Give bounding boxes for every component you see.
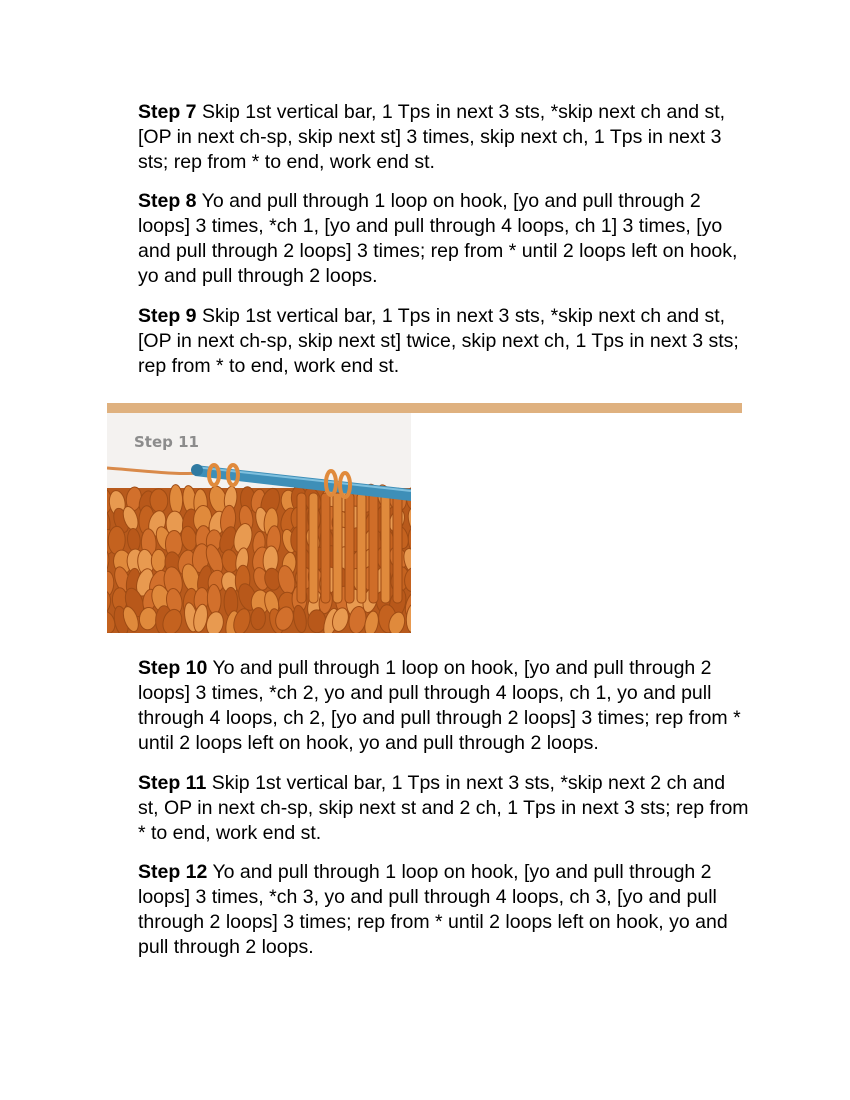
step-label: Step 7	[138, 101, 197, 123]
step-10	[138, 656, 750, 756]
step-text: Skip 1st vertical bar, 1 Tps in next 3 sts, *skip next ch and st, [OP in next ch-sp, skip next st] 3 times, skip next ch, 1 Tps in next 3 sts; rep from * to end, work end st.	[138, 101, 726, 173]
step-label: Step 8	[138, 190, 197, 212]
step-12	[138, 860, 750, 960]
step-label: Step 12	[138, 861, 208, 883]
step-9	[138, 304, 750, 379]
step-text: Skip 1st vertical bar, 1 Tps in next 3 sts, *skip next 2 ch and st, OP in next ch-sp, skip next st and 2 ch, 1 Tps in next 3 sts; rep from * to end, work end st.	[138, 772, 749, 844]
step-label: Step 11	[138, 772, 207, 794]
step-8	[138, 189, 750, 289]
step-11-photo	[107, 413, 411, 633]
step-7	[138, 100, 750, 175]
step-label: Step 10	[138, 657, 208, 679]
step-text: Skip 1st vertical bar, 1 Tps in next 3 sts, *skip next ch and st, [OP in next ch-sp, skip next st] twice, skip next ch, 1 Tps in next 3 sts; rep from * to end, work end st.	[138, 305, 739, 377]
step-text: Yo and pull through 1 loop on hook, [yo and pull through 2 loops] 3 times, *ch 2, yo and pull through 4 loops, ch 1, yo and pull through 4 loops, ch 2, [yo and pull through 2 loops] 3 times; rep from * until 2 loops left on hook, yo and pull through 2 loops.	[138, 657, 741, 754]
section-divider	[107, 403, 742, 413]
step-text: Yo and pull through 1 loop on hook, [yo and pull through 2 loops] 3 times, *ch 3, yo and pull through 4 loops, ch 3, [yo and pull through 2 loops] 3 times; rep from * until 2 loops left on hook, yo and pull through 2 loops.	[138, 861, 728, 958]
photo-step-label: Step 11	[134, 433, 199, 451]
step-text: Yo and pull through 1 loop on hook, [yo and pull through 2 loops] 3 times, *ch 1, [yo and pull through 4 loops, ch 1] 3 times, [yo and pull through 2 loops] 3 times; rep from * until 2 loops left on hook, yo and pull through 2 loops.	[138, 190, 738, 287]
step-label: Step 9	[138, 305, 197, 327]
step-11	[138, 771, 750, 846]
